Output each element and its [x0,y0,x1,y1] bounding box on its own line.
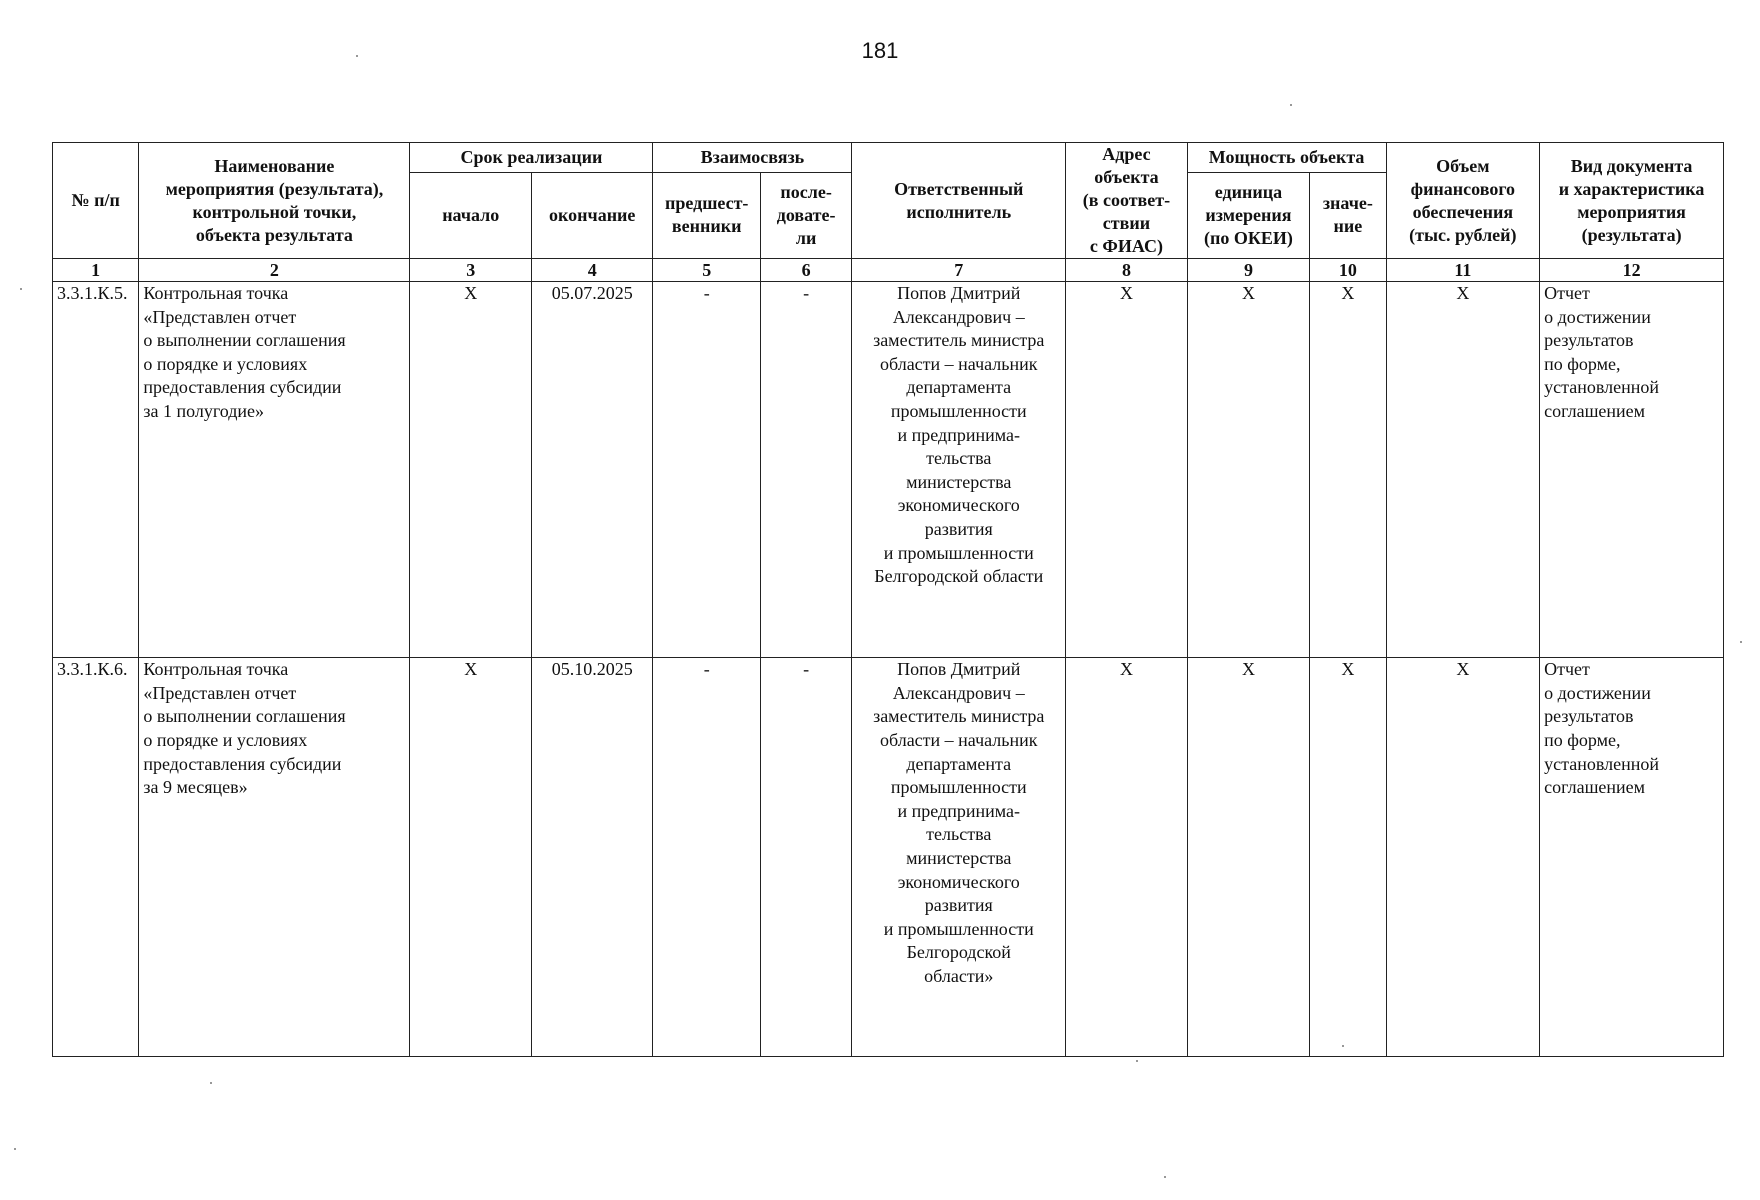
header-term-end: окончание [531,172,653,258]
header-link-next: после- довате- ли [760,172,851,258]
header-num: № п/п [53,143,139,259]
header-capacity-value: значе- ние [1310,172,1386,258]
header-term-start: начало [410,172,532,258]
column-number: 11 [1386,259,1540,282]
cell-document: Отчет о достижении результатов по форме, установленной соглашением [1540,282,1724,658]
scan-speck [356,55,358,57]
column-number: 3 [410,259,532,282]
table-row [53,658,1724,1057]
cell-start: Х [410,282,532,658]
cell-code: 3.3.1.К.6. [53,658,139,1057]
scan-speck [20,288,22,290]
cell-end: 05.07.2025 [531,282,653,658]
scan-speck [1136,1060,1138,1062]
header-row-1 [53,143,1724,173]
header-finance: Объем финансового обеспечения (тыс. рублей) [1386,143,1540,259]
page-number: 181 [861,38,899,63]
scan-speck [1164,1176,1166,1178]
column-number: 12 [1540,259,1724,282]
cell-start: Х [410,658,532,1057]
column-number: 7 [852,259,1066,282]
cell-next: - [760,282,851,658]
cell-document: Отчет о достижении результатов по форме, установленной соглашением [1540,658,1724,1057]
cell-address: Х [1066,282,1188,658]
scan-speck [1342,1045,1344,1047]
cell-code: 3.3.1.К.5. [53,282,139,658]
column-number: 5 [653,259,760,282]
header-address: Адрес объекта (в соответ- ствии с ФИАС) [1066,143,1188,259]
table-row [53,282,1724,658]
header-term-group: Срок реализации [410,143,653,173]
cell-end: 05.10.2025 [531,658,653,1057]
header-capacity-unit: единица измерения (по ОКЕИ) [1187,172,1310,258]
cell-responsible: Попов Дмитрий Александрович – заместитель министра области – начальник департамента промышленности и предпринима- тельства министерства экономического развития и промышленности Белгородской области» [852,658,1066,1057]
column-number: 8 [1066,259,1188,282]
cell-prev: - [653,282,760,658]
column-number: 4 [531,259,653,282]
header-document: Вид документа и характеристика мероприятия (результата) [1540,143,1724,259]
header-capacity-group: Мощность объекта [1187,143,1386,173]
column-number-row [53,259,1724,282]
cell-finance: Х [1386,282,1540,658]
cell-value: Х [1310,282,1386,658]
column-number: 1 [53,259,139,282]
cell-name: Контрольная точка «Представлен отчет о выполнении соглашения о порядке и условиях предоставления субсидии за 9 месяцев» [139,658,410,1057]
scan-speck [210,1082,212,1084]
header-link-group: Взаимосвязь [653,143,852,173]
header-link-prev: предшест- венники [653,172,760,258]
column-number: 2 [139,259,410,282]
cell-unit: Х [1187,658,1310,1057]
scan-speck [1290,104,1292,106]
cell-value: Х [1310,658,1386,1057]
column-number: 9 [1187,259,1310,282]
cell-finance: Х [1386,658,1540,1057]
cell-address: Х [1066,658,1188,1057]
column-number: 6 [760,259,851,282]
cell-responsible: Попов Дмитрий Александрович – заместитель министра области – начальник департамента промышленности и предпринима- тельства министерства экономического развития и промышленности Белгородской области [852,282,1066,658]
cell-next: - [760,658,851,1057]
header-name: Наименование мероприятия (результата), контрольной точки, объекта результата [139,143,410,259]
header-responsible: Ответственный исполнитель [852,143,1066,259]
cell-unit: Х [1187,282,1310,658]
cell-prev: - [653,658,760,1057]
scan-speck [1740,641,1742,643]
scan-speck [14,1148,16,1150]
cell-name: Контрольная точка «Представлен отчет о выполнении соглашения о порядке и условиях предоставления субсидии за 1 полугодие» [139,282,410,658]
measures-table [52,142,1724,1057]
column-number: 10 [1310,259,1386,282]
